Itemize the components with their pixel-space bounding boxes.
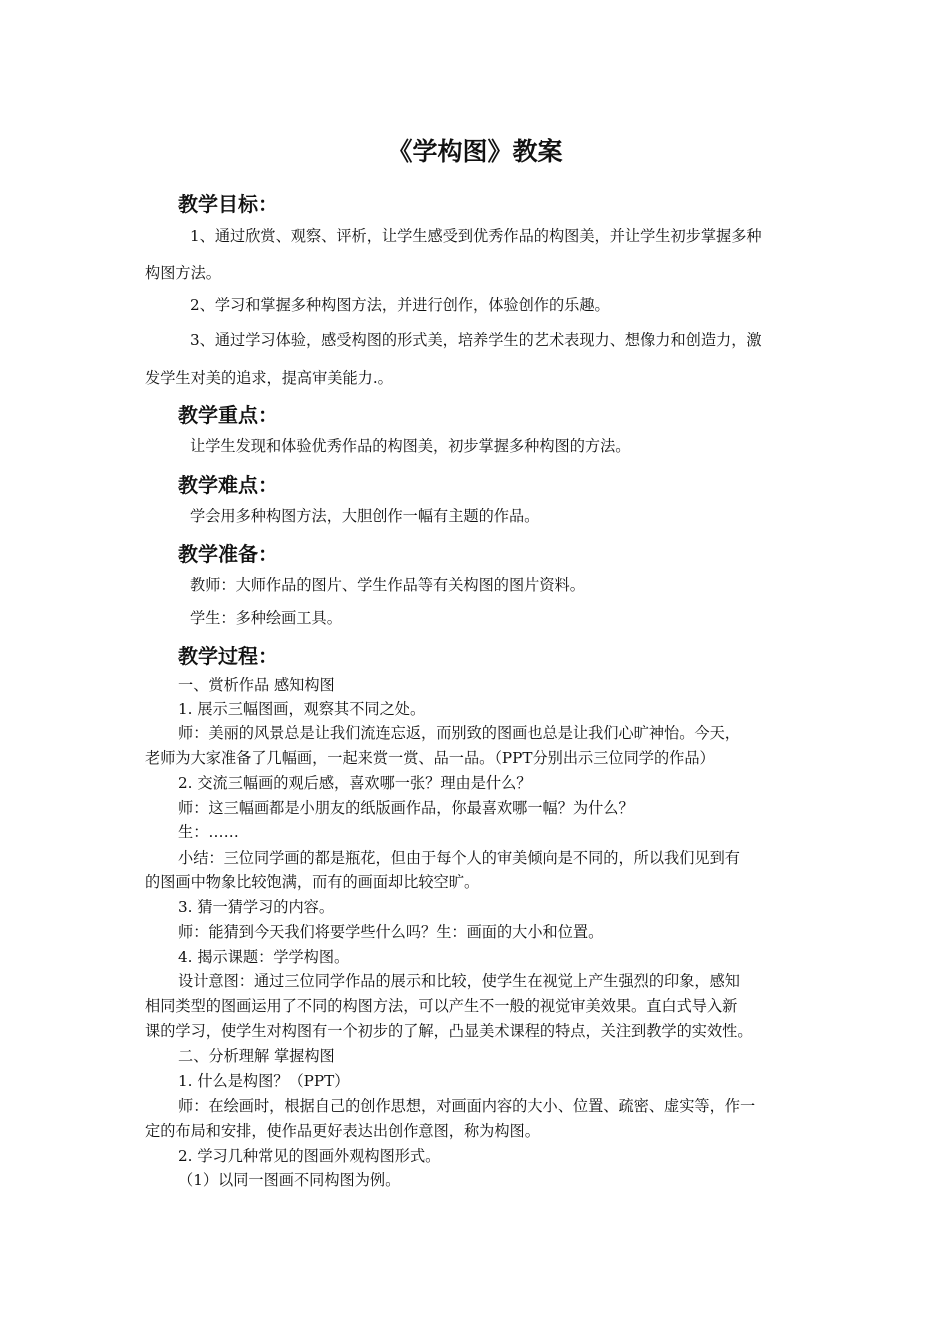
process-line: 2. 学习几种常见的图画外观构图形式。 (178, 1147, 441, 1165)
process-line: 设计意图：通过三位同学作品的展示和比较，使学生在视觉上产生强烈的印象，感知 (178, 972, 740, 990)
process-line: 3. 猜一猜学习的内容。 (178, 898, 335, 916)
heading-objectives: 教学目标： (178, 192, 278, 216)
process-line: 2. 交流三幅画的观后感，喜欢哪一张？理由是什么？ (178, 774, 532, 792)
heading-preparation: 教学准备： (178, 542, 278, 566)
process-line: （1）以同一图画不同构图为例。 (178, 1171, 401, 1189)
process-line: 定的布局和安排，使作品更好表达出创作意图，称为构图。 (145, 1122, 540, 1140)
process-line: 1. 展示三幅图画，观察其不同之处。 (178, 700, 426, 718)
process-line: 师：在绘画时，根据自己的创作思想，对画面内容的大小、位置、疏密、虚实等，作一 (178, 1097, 756, 1115)
process-line: 相同类型的图画运用了不同的构图方法，可以产生不一般的视觉审美效果。直白式导入新 (145, 997, 738, 1015)
objective-3-line-1: 3、通过学习体验，感受构图的形式美，培养学生的艺术表现力、想像力和创造力，激 (190, 331, 762, 349)
process-line: 一、赏析作品 感知构图 (178, 676, 335, 694)
document-title: 《学构图》教案 (387, 137, 563, 166)
objective-1-line-1: 1、通过欣赏、观察、评析，让学生感受到优秀作品的构图美，并让学生初步掌握多种 (190, 227, 762, 245)
process-line: 师：美丽的风景总是让我们流连忘返，而别致的图画也总是让我们心旷神怡。今天， (178, 724, 740, 742)
difficulties-text: 学会用多种构图方法，大胆创作一幅有主题的作品。 (190, 507, 540, 525)
preparation-teacher: 教师：大师作品的图片、学生作品等有关构图的图片资料。 (190, 576, 585, 594)
objective-3-line-2: 发学生对美的追求，提高审美能力.。 (145, 369, 393, 387)
objective-1-line-2: 构图方法。 (145, 264, 221, 282)
process-line: 的图画中物象比较饱满，而有的画面却比较空旷。 (145, 873, 480, 891)
process-line: 二、分析理解 掌握构图 (178, 1047, 335, 1065)
process-line: 师：能猜到今天我们将要学些什么吗？生：画面的大小和位置。 (178, 923, 604, 941)
process-line: 老师为大家准备了几幅画，一起来赏一赏、品一品。（PPT分别出示三位同学的作品） (145, 749, 715, 767)
heading-difficulties: 教学难点： (178, 473, 278, 497)
process-line: 课的学习，使学生对构图有一个初步的了解，凸显美术课程的特点，关注到教学的实效性。 (145, 1022, 753, 1040)
process-line: 生：…… (178, 823, 239, 841)
process-line: 师：这三幅画都是小朋友的纸版画作品，你最喜欢哪一幅？为什么？ (178, 799, 634, 817)
objective-2: 2、学习和掌握多种构图方法，并进行创作，体验创作的乐趣。 (190, 296, 610, 314)
preparation-student: 学生：多种绘画工具。 (190, 609, 342, 627)
heading-process: 教学过程： (178, 644, 278, 668)
key-points-text: 让学生发现和体验优秀作品的构图美，初步掌握多种构图的方法。 (190, 437, 631, 455)
process-line: 1. 什么是构图？（PPT） (178, 1072, 350, 1090)
process-line: 4. 揭示课题：学学构图。 (178, 948, 350, 966)
process-line: 小结：三位同学画的都是瓶花，但由于每个人的审美倾向是不同的，所以我们见到有 (178, 849, 740, 867)
heading-key-points: 教学重点： (178, 403, 278, 427)
